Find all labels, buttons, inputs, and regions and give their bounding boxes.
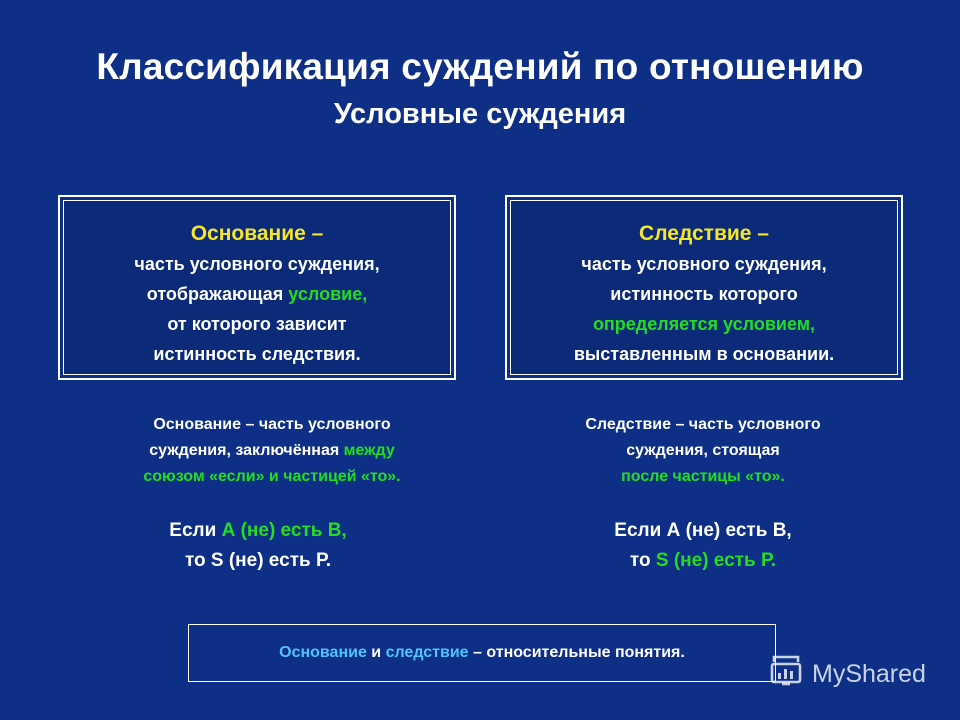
basis-desc-line-2 <box>52 438 492 464</box>
consequence-desc-line-2: суждения, стоящая <box>626 442 780 459</box>
consequence-line-1: часть условного суждения, <box>581 254 827 274</box>
definition-box-basis-inner <box>63 200 451 375</box>
basis-line-2-text: отображающая <box>146 284 289 304</box>
consequence-formula-line-2 <box>483 546 923 576</box>
basis-desc-line-3: союзом «если» и частицей «то». <box>143 468 401 485</box>
consequence-line-4: выставленным в основании. <box>573 344 835 364</box>
definition-box-consequence <box>505 195 903 380</box>
basis-desc-line-2-text: суждения, заключённая <box>149 442 344 459</box>
consequence-formula-line-2-highlight: S (не) есть Р. <box>655 550 777 571</box>
basis-line-2 <box>64 279 450 309</box>
consequence-line-3: определяется условием, <box>592 314 816 334</box>
consequence-formula-line-1: Если А (не) есть В, <box>614 520 792 541</box>
watermark <box>768 654 926 694</box>
presentation-icon <box>768 653 804 696</box>
consequence-heading: Следствие – <box>639 222 769 245</box>
basis-desc-line-2-highlight: между <box>343 442 395 459</box>
page-title: Классификация суждений по отношению <box>96 46 864 87</box>
basis-heading: Основание – <box>190 222 324 245</box>
basis-formula <box>38 516 478 576</box>
basis-formula-line-1-highlight: А (не) есть В, <box>221 520 347 541</box>
watermark-text: MyShared <box>812 659 926 688</box>
conclusion-and: и <box>366 644 386 661</box>
definition-box-basis <box>58 195 456 380</box>
conclusion-rest: – относительные понятия. <box>468 644 685 661</box>
conclusion-basis: Основание <box>279 644 367 661</box>
basis-line-4: истинность следствия. <box>153 344 361 364</box>
consequence-description <box>483 412 923 490</box>
basis-desc-line-1: Основание – часть условного <box>153 416 391 433</box>
basis-formula-line-1-text: Если <box>169 520 222 541</box>
basis-line-2-highlight: условие, <box>288 284 368 304</box>
basis-formula-line-1 <box>38 516 478 546</box>
consequence-desc-line-3: после частицы «то». <box>621 468 785 485</box>
consequence-line-2: истинность которого <box>610 284 798 304</box>
conclusion-consequence: следствие <box>385 644 469 661</box>
basis-description <box>52 412 492 490</box>
consequence-formula <box>483 516 923 576</box>
page-subtitle: Условные суждения <box>333 98 627 130</box>
basis-line-3: от которого зависит <box>167 314 347 334</box>
conclusion-box <box>188 624 776 682</box>
basis-formula-line-2: то S (не) есть Р. <box>184 550 332 571</box>
consequence-desc-line-1: Следствие – часть условного <box>585 416 821 433</box>
consequence-formula-line-2-text: то <box>629 550 656 571</box>
definition-box-consequence-inner <box>510 200 898 375</box>
basis-line-1: часть условного суждения, <box>134 254 380 274</box>
